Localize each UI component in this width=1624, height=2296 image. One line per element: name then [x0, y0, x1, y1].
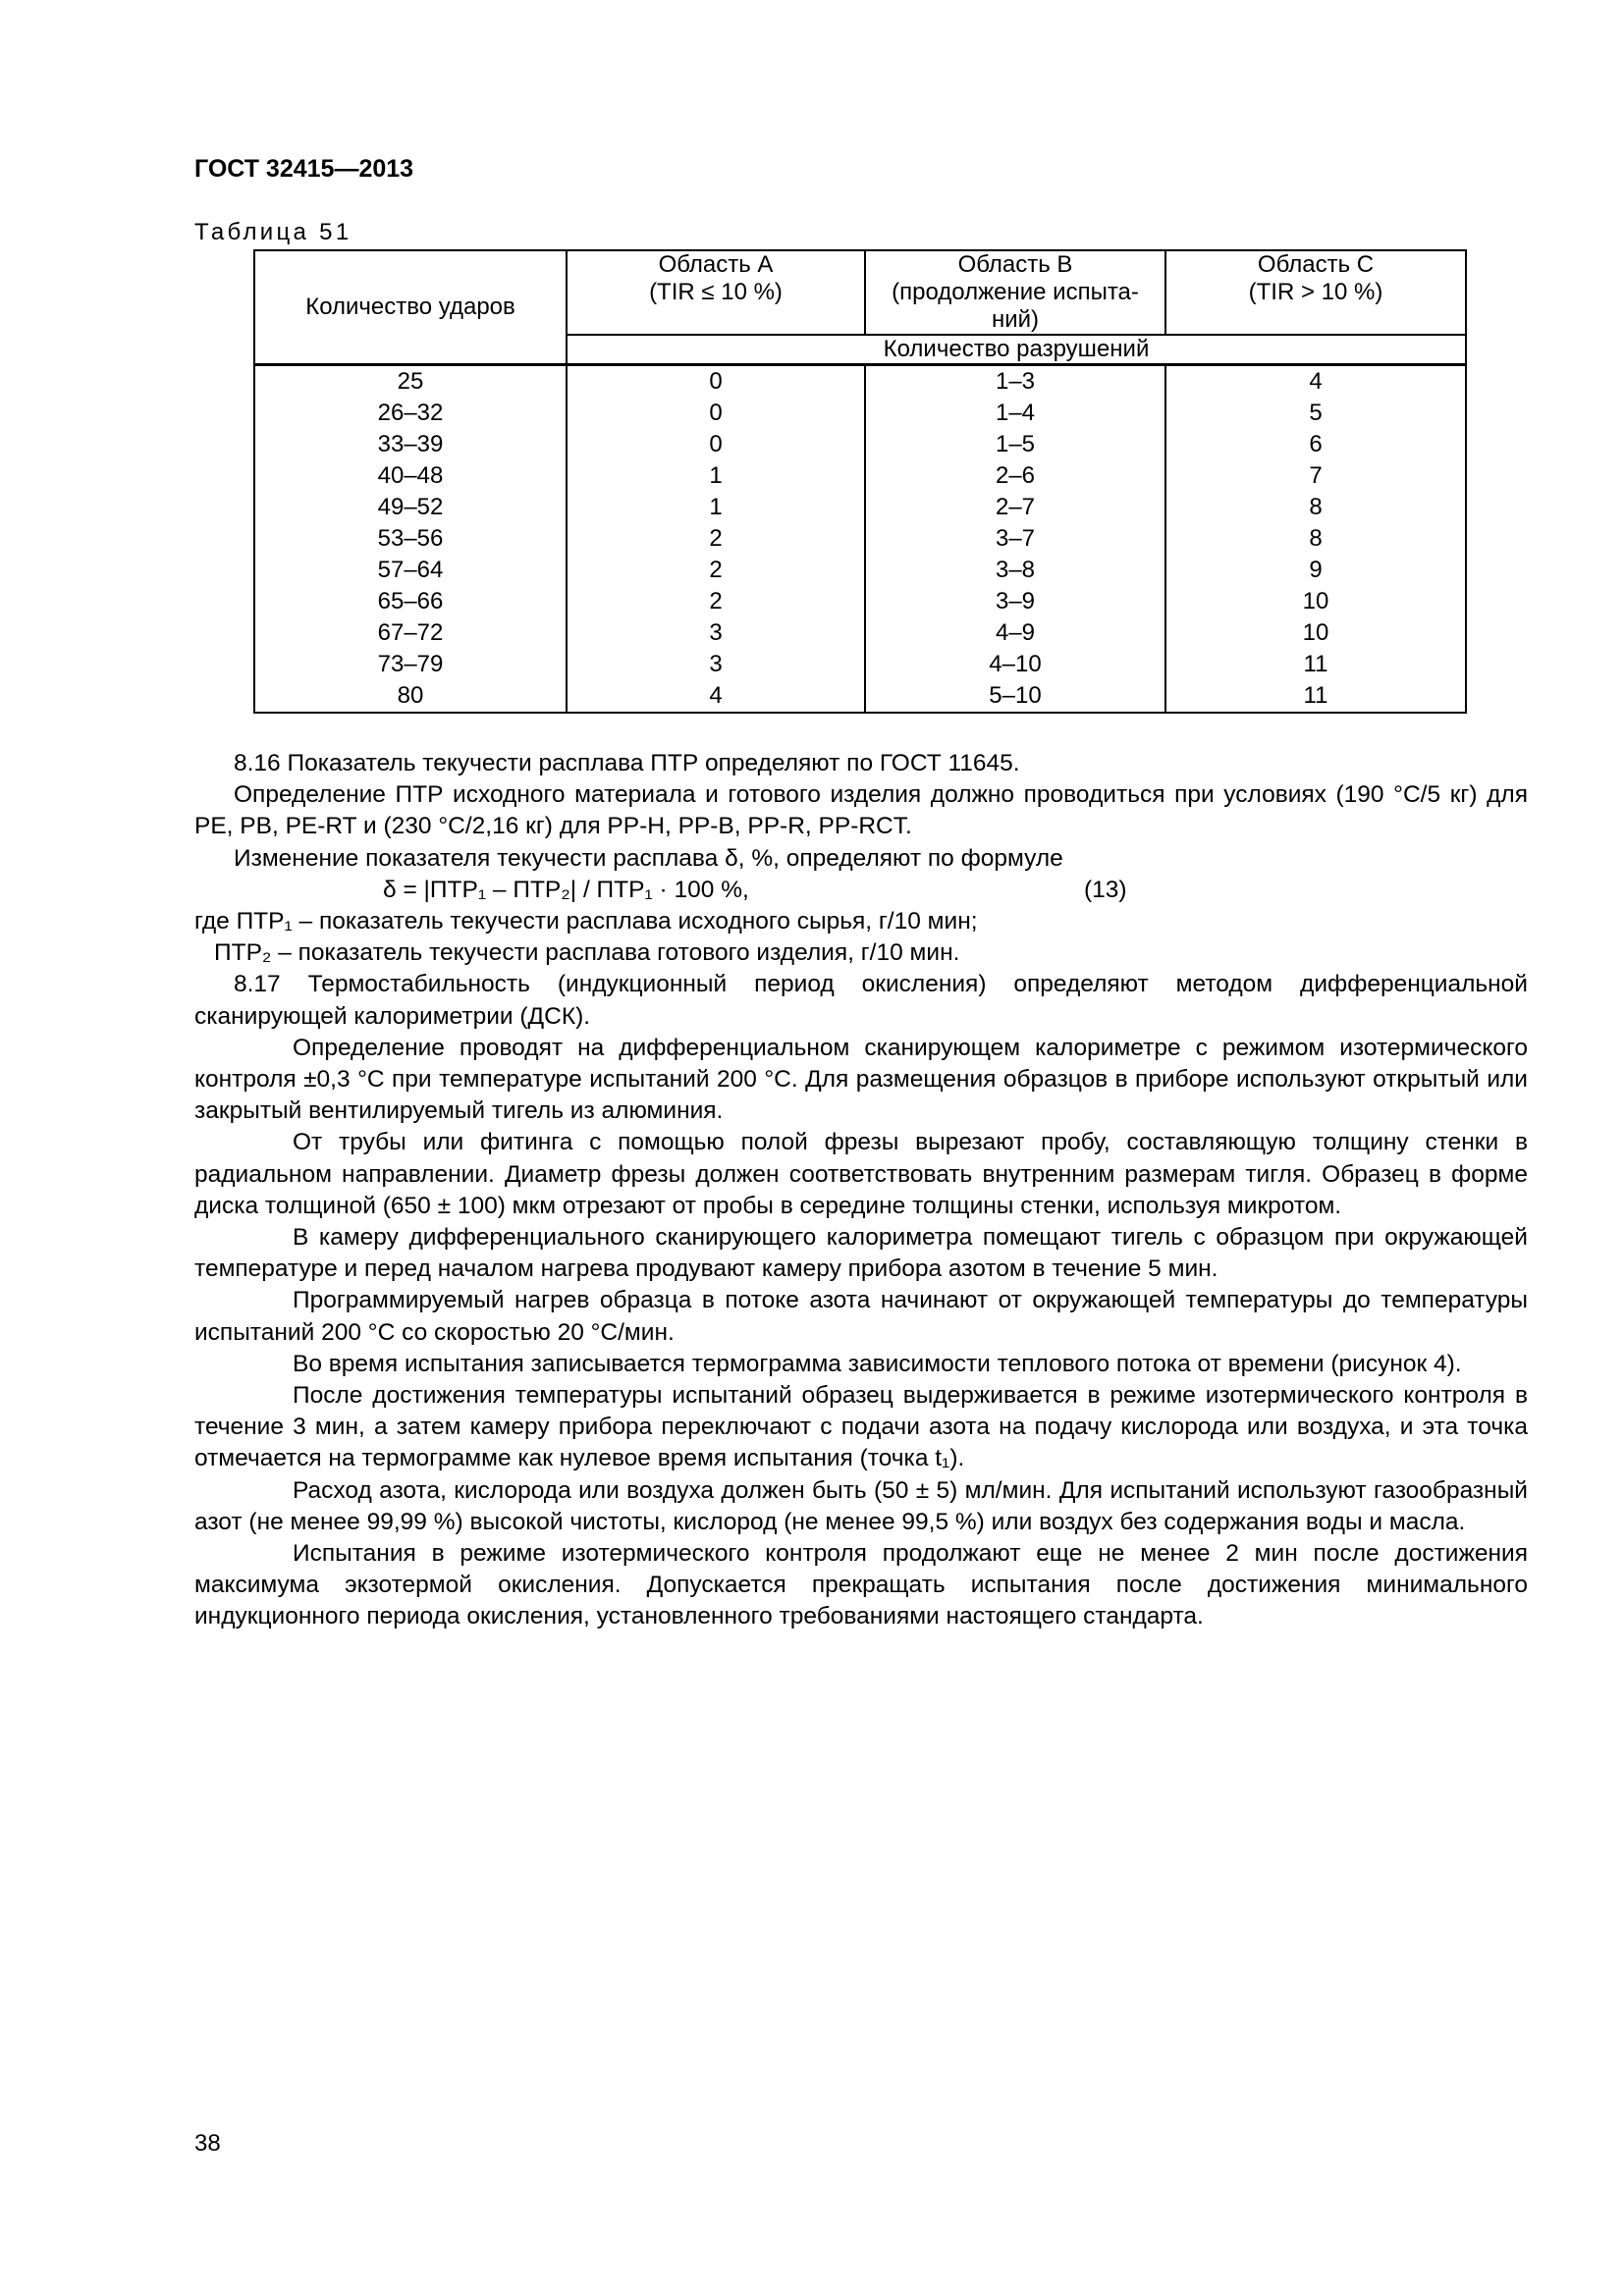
cell-area-b: 3–9 [865, 586, 1165, 617]
header-area-c-line2: (TIR > 10 %) [1248, 279, 1383, 305]
cell-area-b: 1–5 [865, 429, 1165, 460]
cell-area-a: 4 [567, 680, 865, 713]
cell-area-a: 1 [567, 460, 865, 492]
page-number: 38 [194, 2130, 221, 2157]
cell-area-c: 7 [1165, 460, 1466, 492]
table-row [254, 398, 1466, 429]
table-row [254, 555, 1466, 586]
table-row [254, 649, 1466, 680]
table-row [254, 429, 1466, 460]
para-8-17-sample: От трубы или фитинга с помощью полой фрезы вырезают пробу, составляющую толщину стенки в радиальном направлении. Диаметр фрезы должен соответствовать внутренним размерам тигля. Образец в форме диска толщиной (650 ± 100) мкм отрезают от пробы в середине толщины стенки, используя микротом. [194, 1129, 1528, 1219]
cell-strikes: 53–56 [254, 523, 567, 555]
para-8-17-chamber: В камеру дифференциального сканирующего калориметра помещают тигель с образцом при окружающей температуре и перед началом нагрева продувают камеру прибора азотом в течение 5 мин. [194, 1224, 1528, 1283]
cell-strikes: 57–64 [254, 555, 567, 586]
cell-area-a: 3 [567, 617, 865, 649]
formula-expression: δ = |ПТР₁ – ПТР₂| / ПТР₁ · 100 %, [383, 876, 749, 903]
para-8-17-thermogram: Во время испытания записывается термограмма зависимости теплового потока от времени (рисунок 4). [293, 1350, 1462, 1377]
cell-area-b: 1–3 [865, 365, 1165, 399]
cell-strikes: 65–66 [254, 586, 567, 617]
table-row [254, 492, 1466, 523]
header-area-c [1165, 250, 1466, 335]
table-caption: Таблица 51 [194, 219, 352, 245]
cell-area-b: 2–7 [865, 492, 1165, 523]
cell-strikes: 49–52 [254, 492, 567, 523]
cell-area-b: 3–7 [865, 523, 1165, 555]
header-area-a-line1: Область А [658, 251, 774, 278]
cell-area-c: 9 [1165, 555, 1466, 586]
table-row [254, 680, 1466, 713]
header-area-a-line2: (TIR ≤ 10 %) [649, 279, 783, 305]
cell-strikes: 40–48 [254, 460, 567, 492]
cell-area-c: 5 [1165, 398, 1466, 429]
cell-area-c: 11 [1165, 649, 1466, 680]
cell-area-b: 2–6 [865, 460, 1165, 492]
cell-area-a: 2 [567, 523, 865, 555]
cell-area-a: 0 [567, 398, 865, 429]
data-table-container [253, 249, 1465, 714]
para-8-17-flow: Расход азота, кислорода или воздуха должен быть (50 ± 5) мл/мин. Для испытаний используют газообразный азот (не менее 99,99 %) высокой чистоты, кислород (не менее 99,5 %) или воздух без содержания воды и масла. [194, 1476, 1528, 1535]
cell-area-b: 4–9 [865, 617, 1165, 649]
cell-area-a: 1 [567, 492, 865, 523]
where-ptr2: ПТР₂ – показатель текучести расплава готового изделия, г/10 мин. [214, 939, 960, 967]
cell-area-c: 4 [1165, 365, 1466, 399]
cell-area-b: 5–10 [865, 680, 1165, 713]
para-8-17-end: Испытания в режиме изотермического контроля продолжают еще не менее 2 мин после достижения максимума экзотермой окисления. Допускается прекращать испытания после достижения минимального индукционного периода окисления, установленного требованиями настоящего стандарта. [194, 1540, 1528, 1630]
header-area-a [567, 250, 865, 335]
cell-strikes: 80 [254, 680, 567, 713]
cell-strikes: 33–39 [254, 429, 567, 460]
header-failures: Количество разрушений [567, 335, 1466, 365]
table-row [254, 523, 1466, 555]
cell-area-c: 8 [1165, 492, 1466, 523]
cell-area-c: 8 [1165, 523, 1466, 555]
header-strikes: Количество ударов [254, 250, 567, 365]
table-body [254, 365, 1466, 714]
cell-area-b: 3–8 [865, 555, 1165, 586]
cell-strikes: 67–72 [254, 617, 567, 649]
cell-strikes: 73–79 [254, 649, 567, 680]
table-row [254, 617, 1466, 649]
header-area-b-line3: ний) [991, 306, 1040, 333]
cell-area-a: 2 [567, 586, 865, 617]
cell-area-a: 0 [567, 365, 865, 399]
table-row [254, 365, 1466, 399]
cell-area-c: 6 [1165, 429, 1466, 460]
table-row [254, 460, 1466, 492]
para-8-16-conditions: Определение ПТР исходного материала и готового изделия должно проводиться при условиях (190 °С/5 кг) для PE, PB, PE-RT и (230 °С/2,16 кг) для PP-H, PP-B, PP-R, PP-RCT. [194, 781, 1528, 840]
para-8-17-method: Определение проводят на дифференциальном сканирующем калориметре с режимом изотермического контроля ±0,3 °С при температуре испытаний 200 °С. Для размещения образцов в приборе используют открытый или закрытый вентилируемый тигель из алюминия. [194, 1034, 1528, 1125]
cell-area-c: 10 [1165, 617, 1466, 649]
cell-area-a: 2 [567, 555, 865, 586]
cell-strikes: 25 [254, 365, 567, 399]
cell-area-a: 3 [567, 649, 865, 680]
para-8-17-isothermal: После достижения температуры испытаний образец выдерживается в режиме изотермического контроля в течение 3 мин, а затем камеру прибора переключают с подачи азота на подачу кислорода или воздуха, и эта точка отмечается на термограмме как нулевое время испытания (точка t₁). [194, 1382, 1528, 1472]
cell-area-c: 10 [1165, 586, 1466, 617]
header-area-b-line1: Область В [957, 251, 1073, 278]
table-row [254, 586, 1466, 617]
header-area-c-line1: Область С [1257, 251, 1375, 278]
formula-13 [194, 875, 1528, 906]
formula-number: (13) [1084, 876, 1127, 903]
header-area-b [865, 250, 1165, 335]
impact-table [253, 249, 1467, 714]
cell-area-a: 0 [567, 429, 865, 460]
document-header: ГОСТ 32415—2013 [194, 155, 414, 183]
para-8-17: 8.17 Термостабильность (индукционный период окисления) определяют методом дифференциальной сканирующей калориметрии (ДСК). [194, 971, 1528, 1030]
cell-area-b: 1–4 [865, 398, 1165, 429]
cell-strikes: 26–32 [254, 398, 567, 429]
para-8-16-formula-intro: Изменение показателя текучести расплава δ, %, определяют по формуле [234, 844, 1063, 872]
para-8-17-heating: Программируемый нагрев образца в потоке азота начинают от окружающей температуры до температуры испытаний 200 °С со скоростью 20 °С/мин. [194, 1287, 1528, 1346]
where-ptr1: где ПТР₁ – показатель текучести расплава исходного сырья, г/10 мин; [194, 908, 978, 934]
header-area-b-line2: (продолжение испыта- [892, 279, 1139, 305]
body-text [194, 748, 1528, 1633]
para-8-16: 8.16 Показатель текучести расплава ПТР определяют по ГОСТ 11645. [234, 750, 1020, 776]
cell-area-c: 11 [1165, 680, 1466, 713]
cell-area-b: 4–10 [865, 649, 1165, 680]
